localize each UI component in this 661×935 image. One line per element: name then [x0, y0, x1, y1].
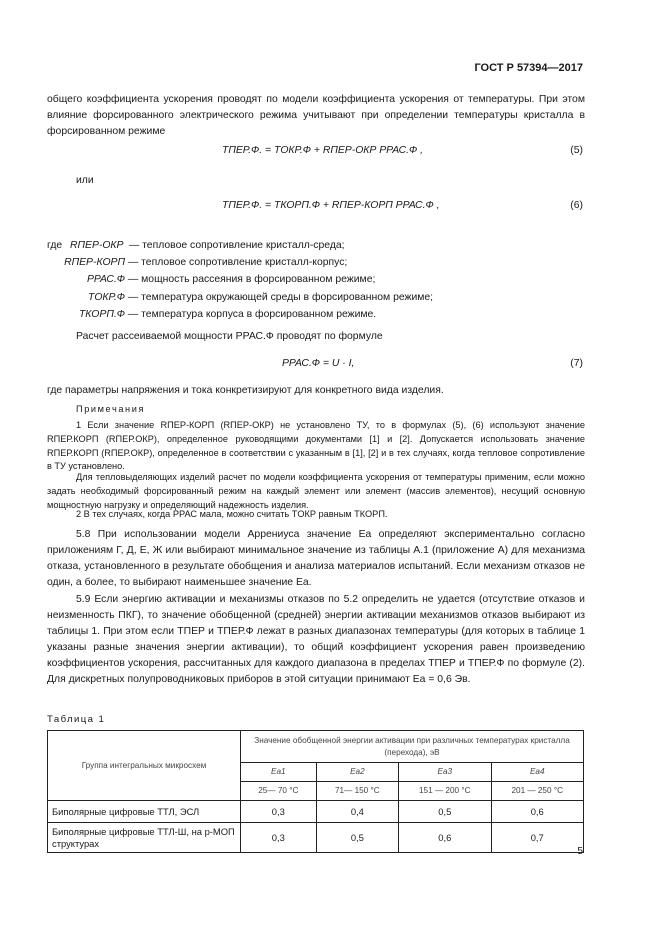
definition-text: — мощность рассеяния в форсированном режиме; [127, 274, 376, 286]
definition-text: — температура корпуса в форсированном режиме. [127, 308, 377, 320]
intro-paragraph: общего коэффициента ускорения проводят по модели коэффициента ускорения от температуры. При этом влияние форсированного электрического режима учитывают при определении температуры кристалла в форсированном режиме [47, 94, 585, 137]
value-cell: 0,5 [316, 823, 398, 853]
column-header: Ea3 [399, 763, 491, 782]
group-cell: Биполярные цифровые ТТЛ-Ш, на р-МОП структурах [48, 823, 241, 853]
activation-energy-table [47, 730, 584, 853]
definition-row [47, 271, 433, 288]
or-word: или [76, 175, 94, 186]
value-cell: 0,6 [491, 801, 584, 823]
notes-title: Примечания [76, 404, 146, 414]
value-cell: 0,5 [399, 801, 491, 823]
column-header: Ea4 [491, 763, 584, 782]
temperature-range: 201 — 250 °С [491, 782, 584, 801]
group-header: Группа интегральных микросхем [48, 731, 241, 801]
table-caption: Таблица 1 [47, 714, 106, 725]
standard-header: ГОСТ Р 57394—2017 [474, 62, 583, 74]
note-1: 1 Если значение RПЕР-КОРП (RПЕР-ОКР) не установлено ТУ, то в формулах (5), (6) используют значение RПЕР.КОРП (RПЕР.ОКР), определенное руководящими документами [1] и [2]. Допускается использовать значение RПЕР.КОРП (RПЕР.ОКР), определенное в соответствии с указанным в [1], [2] и в тех случаях, когда тепловое сопротивление в ТУ установлено. [47, 420, 585, 472]
definition-symbol: RПЕР-КОРП [64, 257, 125, 269]
formula-7 [282, 358, 354, 369]
definition-text: — тепловое сопротивление кристалл-среда; [128, 240, 345, 251]
formula-6-text: TПЕР.Ф. = TКОРП.Ф + RПЕР-КОРП PРАС.Ф , [222, 200, 440, 211]
power-calculation-paragraph: Расчет рассеиваемой мощности PРАС.Ф проводят по формуле [76, 331, 383, 342]
energy-header: Значение обобщенной энергии активации при различных температурах кристалла (перехода), эВ [241, 731, 584, 763]
column-header: Ea2 [316, 763, 398, 782]
table-row [48, 801, 584, 823]
parameters-paragraph: где параметры напряжения и тока конкретизируют для конкретного вида изделия. [47, 385, 444, 396]
definition-text: — температура окружающей среды в форсированном режиме; [127, 291, 434, 303]
where-word: где [47, 240, 63, 251]
formula-6 [222, 200, 440, 211]
equation-number-6: (6) [570, 200, 583, 211]
value-cell: 0,3 [241, 823, 317, 853]
definition-symbol: TКОРП.Ф [78, 308, 125, 320]
page-number: 5 [577, 846, 583, 857]
column-header: Ea1 [241, 763, 317, 782]
value-cell: 0,4 [316, 801, 398, 823]
temperature-range: 71— 150 °С [316, 782, 398, 801]
section-5-9: 5.9 Если энергию активации и механизмы отказов по 5.2 определить не удается (отсутствие отказов и неизменность ПКГ), то значение обобщенной (средней) энергии активации механизмов отказов выбирают из таблицы 1. При этом если TПЕР и TПЕР.Ф лежат в разных диапазонах температуры (для которых в таблице 1 указаны разные значения энергии активации), то общий коэффициент ускорения равен произведению коэффициентов ускорения, рассчитанных для каждого диапазона в пределах TПЕР и TПЕР.Ф по формуле (2). Для дискретных полупроводниковых приборов в этой ситуации принимают Ea = 0,6 Эв. [47, 594, 585, 685]
table-row [48, 823, 584, 853]
formula-5 [222, 145, 423, 156]
formula-7-text: PРАС.Ф = U · I, [282, 358, 355, 369]
group-cell: Биполярные цифровые ТТЛ, ЭСЛ [48, 801, 241, 823]
definition-row [47, 254, 433, 271]
definition-row [47, 237, 433, 254]
equation-number-5: (5) [570, 145, 583, 156]
temperature-range: 151 — 200 °С [399, 782, 491, 801]
definition-row [47, 306, 433, 323]
equation-number-7: (7) [570, 358, 583, 369]
definition-symbol: RПЕР-ОКР [70, 240, 124, 251]
value-cell: 0,6 [399, 823, 491, 853]
definition-text: — тепловое сопротивление кристалл-корпус; [127, 257, 348, 269]
note-2: 2 В тех случаях, когда PРАС мала, можно считать TОКР равным TКОРП. [76, 509, 388, 519]
value-cell: 0,3 [241, 801, 317, 823]
section-5-8: 5.8 При использовании модели Аррениуса значение Ea определяют экспериментально согласно приложениям Г, Д, Е, Ж или выбирают минимальное значение из таблицы А.1 (приложение А) для механизма отказа, установленного в результате обобщения и анализа материалов испытаний. Если механизм отказов не один, а более, то выбирают наименьшее значение Ea. [47, 529, 585, 588]
definition-row [47, 289, 433, 306]
value-cell: 0,7 [491, 823, 584, 853]
note-1-continued: Для тепловыделяющих изделий расчет по модели коэффициента ускорения от температуры применим, если можно задать необходимый форсированный режим на каждый элемент или элемент (массив элементов), несущий основную мощностную нагрузку и определяющий надежность изделия. [47, 472, 585, 510]
formula-5-text: TПЕР.Ф. = TОКР.Ф + RПЕР-ОКР PРАС.Ф , [222, 145, 424, 156]
symbol-definitions [47, 237, 433, 323]
definition-symbol: PРАС.Ф [86, 274, 125, 286]
definition-symbol: TОКР.Ф [87, 291, 125, 303]
temperature-range: 25— 70 °С [241, 782, 317, 801]
